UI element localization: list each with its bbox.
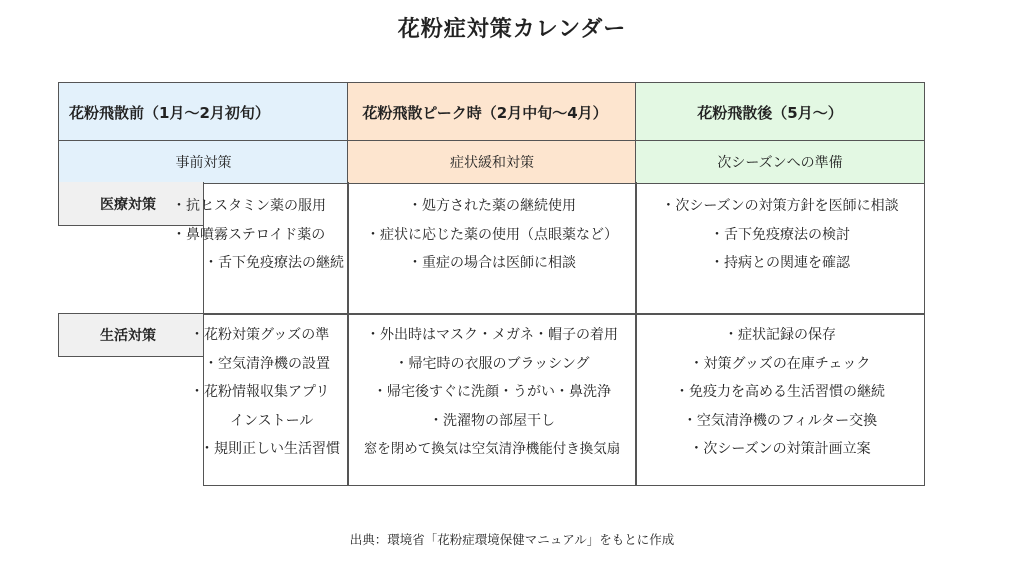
list-item: ・花粉情報収集アプリ — [190, 384, 330, 400]
list-item: ・鼻噴霧ステロイド薬の — [172, 226, 326, 243]
column-header-label: 花粉飛散前（1月～2月初旬） — [69, 103, 270, 122]
list-item: ・抗ヒスタミン薬の服用 — [172, 198, 326, 214]
column-subheader-peak — [347, 140, 637, 184]
list-item: ・空気清浄機の設置 — [204, 355, 330, 372]
subheader-label: 次シーズンへの準備 — [717, 155, 843, 171]
list-item: 窓を閉めて換気は空気清浄機能付き換気扇 — [363, 441, 621, 457]
column-subheader-pre — [58, 140, 349, 184]
row-label-text: 生活対策 — [100, 328, 156, 344]
list-item: ・花粉対策グッズの準 — [190, 327, 330, 343]
list-item: ・対策グッズの在庫チェック — [689, 355, 871, 372]
list-item: インストール — [230, 412, 314, 429]
list-item: ・免疫力を高める生活習慣の継続 — [675, 384, 885, 400]
column-header-peak-season — [347, 82, 637, 142]
list-item: ・舌下免疫療法の継続 — [204, 255, 344, 271]
list-item: ・帰宅時の衣服のブラッシング — [394, 355, 590, 372]
column-header-post-season — [635, 82, 925, 142]
list-item: ・症状記録の保存 — [724, 327, 836, 343]
list-item: ・空気清浄機のフィルター交換 — [682, 412, 878, 429]
list-item: ・舌下免疫療法の検討 — [710, 226, 850, 243]
cell-lifestyle-pre-list — [190, 321, 348, 464]
cell-lifestyle-post-list — [635, 321, 925, 464]
cell-medical-peak-list — [347, 192, 637, 278]
list-item: ・洗濯物の部屋干し — [429, 412, 555, 429]
list-item: ・次シーズンの対策方針を医師に相談 — [661, 198, 899, 214]
page-title: 花粉症対策カレンダー — [397, 17, 627, 42]
cell-lifestyle-peak-list — [347, 321, 637, 464]
row-label-text: 医療対策 — [100, 196, 156, 213]
list-item: ・重症の場合は医師に相談 — [408, 255, 576, 271]
list-item: ・症状に応じた薬の使用（点眼薬など） — [366, 226, 618, 243]
subheader-label: 事前対策 — [175, 155, 232, 171]
list-item: ・持病との関連を確認 — [710, 255, 850, 271]
list-item: ・規則正しい生活習慣 — [200, 441, 340, 457]
list-item: ・処方された薬の継続使用 — [408, 198, 576, 214]
list-item: ・次シーズンの対策計画立案 — [689, 441, 871, 457]
cell-medical-post-list — [635, 192, 925, 278]
row-label-lifestyle — [58, 313, 204, 357]
list-item: ・帰宅後すぐに洗顔・うがい・鼻洗浄 — [373, 384, 611, 400]
column-header-label: 花粉飛散ピーク時（2月中旬～4月） — [362, 103, 608, 122]
column-header-label: 花粉飛散後（5月～） — [697, 103, 843, 122]
column-subheader-post — [635, 140, 925, 184]
source-note: 出典：環境省「花粉症環境保健マニュアル」をもとに作成 — [349, 532, 675, 547]
column-header-pre-season — [58, 82, 349, 142]
subheader-label: 症状緩和対策 — [450, 155, 534, 171]
list-item: ・外出時はマスク・メガネ・帽子の着用 — [366, 327, 618, 343]
cell-medical-pre-list — [172, 192, 348, 278]
